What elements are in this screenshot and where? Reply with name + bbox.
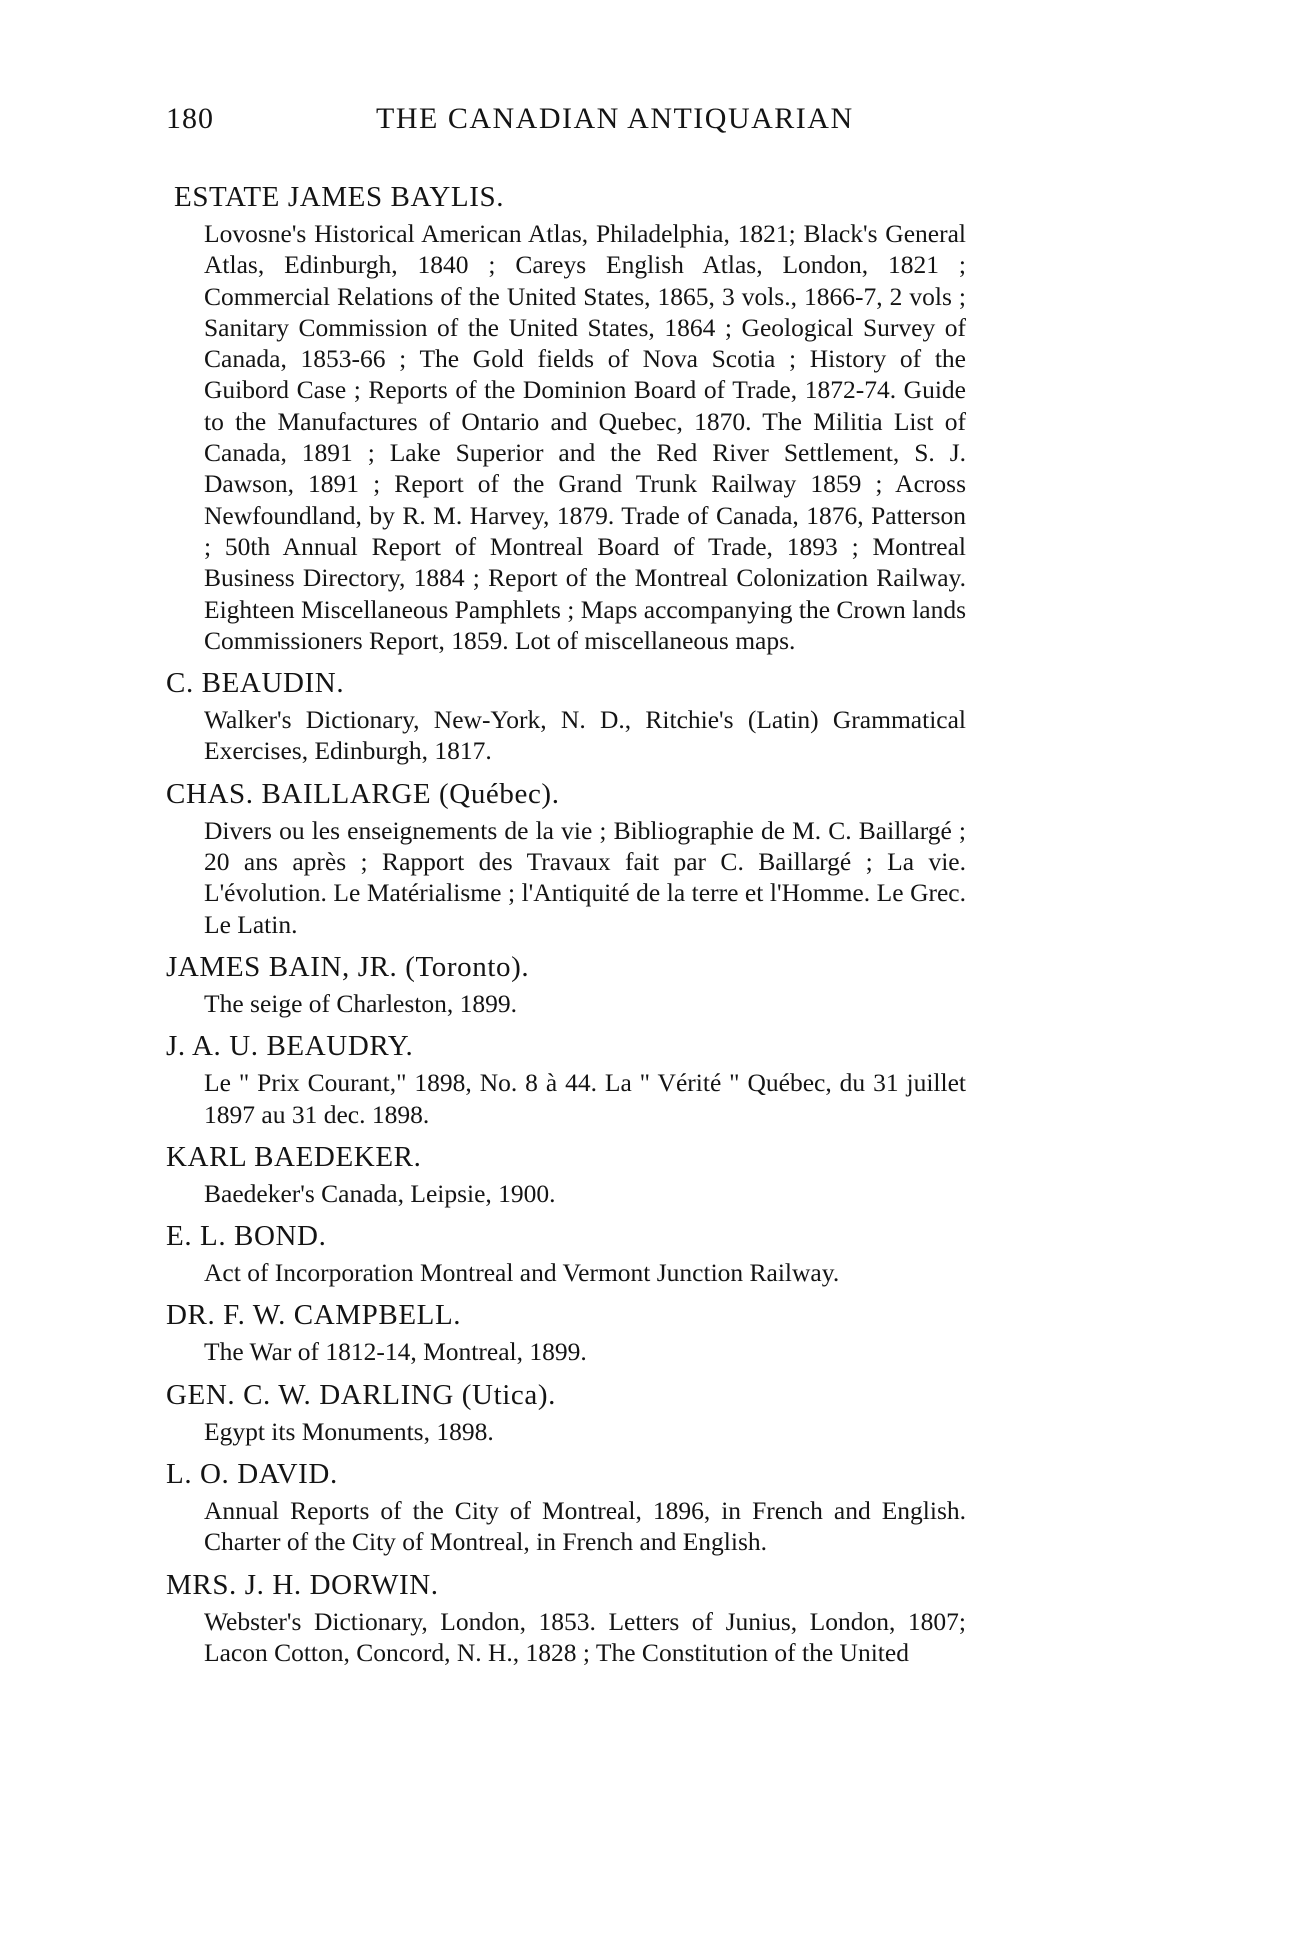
donation-entry: [166, 1296, 966, 1367]
donated-items: The War of 1812-14, Montreal, 1899.: [204, 1337, 587, 1367]
donor-name: JAMES BAIN, JR. (Toronto).: [166, 950, 530, 983]
donor-name: J. A. U. BEAUDRY.: [166, 1030, 414, 1063]
page-number: 180: [166, 102, 214, 135]
donated-items: Egypt its Monuments, 1898.: [204, 1416, 494, 1446]
donation-entry: [166, 1566, 966, 1669]
donation-entry: [166, 1217, 966, 1288]
donated-items: The seige of Charleston, 1899.: [204, 988, 518, 1018]
donor-name: CHAS. BAILLARGE (Québec).: [166, 777, 560, 810]
donated-items: Le " Prix Courant," 1898, No. 8 à 44. La " Vérité " Québec, du 31 juillet 1897 au 31 dec. 1898.: [204, 1068, 966, 1129]
donation-entry: [166, 1138, 966, 1209]
donated-items: Baedeker's Canada, Leipsie, 1900.: [204, 1178, 556, 1208]
donation-entry: [166, 664, 966, 767]
donated-items: Lovosne's Historical American Atlas, Philadelphia, 1821; Black's General Atlas, Edinburgh, 1840 ; Careys English Atlas, London, 1821 ; Commercial Relations of the United States, 1865, 3 vols., 1866-7, 2 vols ; Sanitary Commission of the United States, 1864 ; Geological Survey of Canada, 1853-66 ; The Gold fields of Nova Scotia ; History of the Guibord Case ; Reports of the Dominion Board of Trade, 1872-74. Guide to the Manufactures of Ontario and Quebec, 1870. The Militia List of Canada, 1891 ; Lake Superior and the Red River Settlement, S. J. Dawson, 1891 ; Report of the Grand Trunk Railway 1859 ; Across Newfoundland, by R. M. Harvey, 1879. Trade of Canada, 1876, Patterson ; 50th Annual Report of Montreal Board of Trade, 1893 ; Montreal Business Directory, 1884 ; Report of the Montreal Colonization Railway. Eighteen Miscellaneous Pamphlets ; Maps accompanying the Crown lands Commissioners Report, 1859. Lot of miscellaneous maps.: [204, 219, 967, 655]
running-head: [166, 102, 972, 142]
donor-name: C. BEAUDIN.: [166, 667, 345, 700]
donor-name: GEN. C. W. DARLING (Utica).: [166, 1378, 556, 1411]
donated-items: Annual Reports of the City of Montreal, 1896, in French and English. Charter of the City of Montreal, in French and English.: [204, 1496, 966, 1557]
donation-entry: [166, 178, 966, 656]
donated-items: Webster's Dictionary, London, 1853. Letters of Junius, London, 1807; Lacon Cotton, Concord, N. H., 1828 ; The Constitution of the United: [204, 1606, 966, 1667]
donation-entry: [166, 948, 966, 1019]
donated-items: Walker's Dictionary, New-York, N. D., Ritchie's (Latin) Grammatical Exercises, Edinburgh, 1817.: [204, 705, 966, 766]
journal-title: THE CANADIAN ANTIQUARIAN: [376, 102, 854, 135]
donor-name: DR. F. W. CAMPBELL.: [166, 1299, 462, 1332]
donated-items: Divers ou les enseignements de la vie ; Bibliographie de M. C. Baillargé ; 20 ans après ; Rapport des Travaux fait par C. Baillargé ; La vie. L'évolution. Le Matérialisme ; l'Antiquité de la terre et l'Homme. Le Grec. Le Latin.: [204, 815, 966, 939]
donor-name: E. L. BOND.: [166, 1220, 327, 1253]
donor-name: L. O. DAVID.: [166, 1458, 338, 1491]
donation-entry: [166, 1027, 966, 1130]
donor-name: ESTATE JAMES BAYLIS.: [174, 181, 505, 213]
donor-name: MRS. J. H. DORWIN.: [166, 1568, 439, 1601]
donor-name: KARL BAEDEKER.: [166, 1140, 422, 1173]
donation-entry: [166, 1376, 966, 1447]
donation-entry: [166, 1455, 966, 1558]
donated-items: Act of Incorporation Montreal and Vermont Junction Railway.: [204, 1258, 840, 1288]
donations-list: [166, 178, 966, 1676]
donation-entry: [166, 775, 966, 940]
